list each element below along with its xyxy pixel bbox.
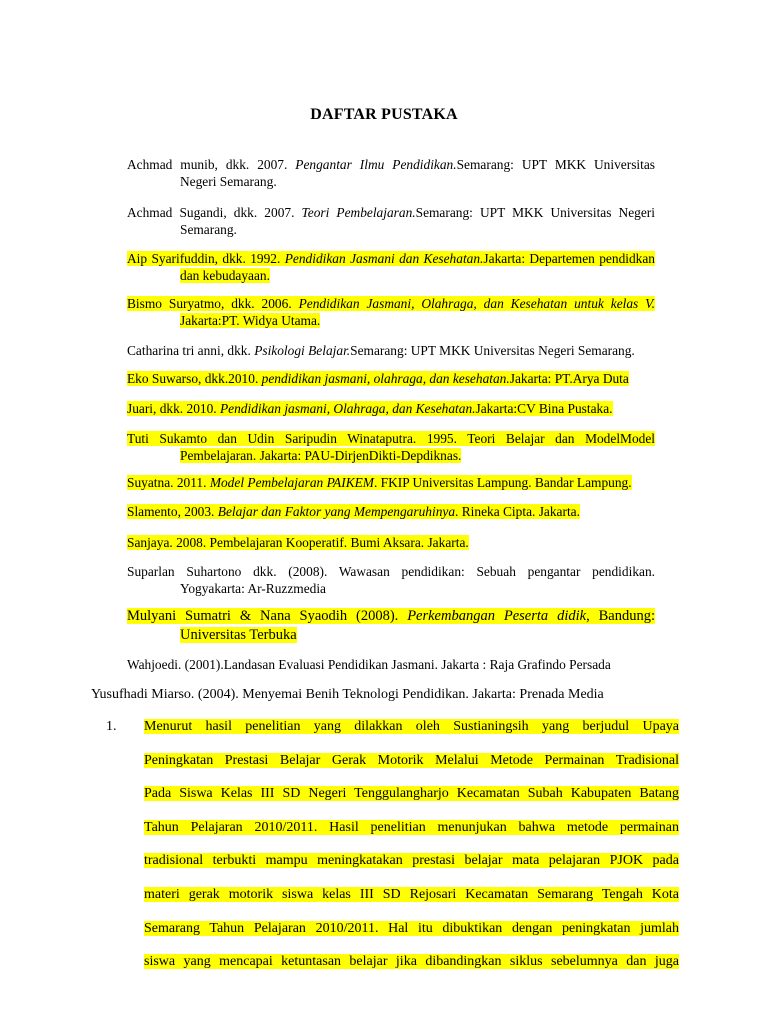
reference-text: Aip Syarifuddin, dkk. 1992. (127, 251, 285, 266)
reference-line (127, 250, 655, 267)
reference-title: Perkembangan Peserta didik (407, 608, 587, 624)
paragraph-text: tradisional terbukti mampu meningkatakan prestasi belajar mata pelajaran PJOK pada (144, 853, 679, 869)
reference-title: Psikologi Belajar. (254, 343, 351, 358)
paragraph (144, 718, 679, 987)
reference-entry (127, 400, 655, 417)
reference-line (127, 474, 655, 491)
reference-entry (127, 156, 655, 190)
reference-entry (127, 656, 655, 673)
reference-text: Semarang: UPT MKK Universitas (456, 157, 656, 172)
reference-text: Achmad Sugandi, dkk. 2007. (127, 205, 302, 220)
reference-text: Catharina tri anni, dkk. (127, 343, 255, 358)
reference-line (127, 607, 655, 626)
reference-text: Sanjaya. 2008. Pembelajaran Kooperatif. Bumi Aksara. Jakarta. (127, 535, 469, 550)
reference-text: Suparlan Suhartono dkk. (2008). Wawasan pendidikan: Sebuah pengantar pendidikan. (127, 564, 655, 579)
reference-text: Suyatna. 2011. (127, 475, 210, 490)
paragraph-line (144, 886, 679, 920)
reference-text: dan kebudayaan. (180, 268, 270, 283)
reference-text: Tuti Sukamto dan Udin Saripudin Winataputra. 1995. Teori Belajar dan ModelModel (127, 431, 655, 446)
reference-text: Universitas Terbuka (180, 627, 297, 643)
reference-text: Jakarta: Departemen pendidkan (483, 251, 656, 266)
reference-line (127, 221, 655, 238)
reference-line (127, 295, 655, 312)
reference-entry (127, 503, 655, 520)
reference-text: Eko Suwarso, dkk.2010. (127, 371, 262, 386)
paragraph-line (144, 718, 679, 752)
reference-entry (127, 295, 655, 329)
paragraph-text: materi gerak motorik siswa kelas III SD Rejosari Kecamatan Semarang Tengah Kota (144, 886, 679, 902)
reference-entry (127, 563, 655, 597)
paragraph-text: Tahun Pelajaran 2010/2011. Hasil penelitian menunjukan bahwa metode permainan (144, 819, 679, 835)
paragraph-text: Peningkatan Prestasi Belajar Gerak Motorik Melalui Metode Permainan Tradisional (144, 752, 679, 768)
reference-line (127, 534, 655, 551)
reference-entry (127, 430, 655, 464)
paragraph-line (144, 752, 679, 786)
reference-entry (127, 474, 655, 491)
reference-entry (127, 250, 655, 284)
paragraph-line (144, 852, 679, 886)
reference-title: Teori Pembelajaran. (301, 205, 416, 220)
reference-line (127, 312, 655, 329)
reference-text: Pembelajaran. Jakarta: PAU-DirjenDikti-Depdiknas. (180, 448, 462, 463)
paragraph-text: siswa yang mencapai ketuntasan belajar jika dibandingkan siklus sebelumnya dan juga (144, 954, 679, 970)
reference-entry (127, 342, 655, 359)
paragraph-text: Semarang Tahun Pelajaran 2010/2011. Hal itu dibuktikan dengan peningkatan jumlah (144, 920, 679, 936)
paragraph-text: Menurut hasil penelitian yang dilakkan oleh Sustianingsih yang berjudul Upaya (144, 719, 679, 734)
list-number: 1. (106, 719, 117, 734)
reference-text: Jakarta:PT. Widya Utama. (180, 313, 321, 328)
reference-title: Model Pembelajaran PAIKEM (209, 475, 374, 490)
reference-entry (127, 534, 655, 551)
reference-line (127, 447, 655, 464)
reference-title: Belajar dan Faktor yang Mempengaruhinya (217, 504, 456, 519)
reference-text: Wahjoedi. (2001).Landasan Evaluasi Pendidikan Jasmani. Jakarta : Raja Grafindo Persada (127, 657, 611, 672)
reference-line (127, 342, 655, 359)
reference-text: Semarang. (180, 222, 237, 237)
reference-title: Pengantar Ilmu Pendidikan. (295, 157, 457, 172)
reference-line (127, 156, 655, 173)
reference-line (127, 370, 655, 387)
reference-text: Jakarta:CV Bina Pustaka. (475, 401, 613, 416)
reference-line (127, 430, 655, 447)
paragraph-line (144, 785, 679, 819)
reference-title: Pendidikan Jasmani, Olahraga, dan Kesehatan untuk kelas V. (298, 296, 655, 311)
reference-text: . Rineka Cipta. Jakarta. (455, 504, 580, 519)
reference-text: Negeri Semarang. (180, 174, 277, 189)
reference-text: Achmad munib, dkk. 2007. (127, 157, 296, 172)
reference-entry (127, 204, 655, 238)
reference-title: pendidikan jasmani, olahraga, dan kesehatan. (261, 371, 510, 386)
reference-text: Mulyani Sumatri & Nana Syaodih (2008). (127, 608, 408, 624)
reference-text: Semarang: UPT MKK Universitas Negeri Semarang. (350, 343, 635, 358)
reference-line (127, 503, 655, 520)
reference-line (127, 173, 655, 190)
reference-text: . FKIP Universitas Lampung. Bandar Lampung. (373, 475, 632, 490)
paragraph-line (144, 920, 679, 954)
reference-line (127, 626, 655, 645)
paragraph-line (144, 819, 679, 853)
paragraph-line (144, 953, 679, 987)
reference-line (127, 204, 655, 221)
reference-line (127, 656, 655, 673)
reference-line (127, 580, 655, 597)
reference-title: Pendidikan Jasmani dan Kesehatan. (284, 251, 484, 266)
reference-entry-wide: Yusufhadi Miarso. (2004). Menyemai Benih Teknologi Pendidikan. Jakarta: Prenada Media (91, 687, 604, 702)
reference-text: Yogyakarta: Ar-Ruzzmedia (180, 581, 327, 596)
paragraph-text: Pada Siswa Kelas III SD Negeri Tenggulangharjo Kecamatan Subah Kabupaten Batang (144, 786, 679, 802)
page-title: DAFTAR PUSTAKA (310, 106, 458, 123)
reference-text: Juari, dkk. 2010. (127, 401, 220, 416)
reference-line (127, 267, 655, 284)
reference-line (127, 563, 655, 580)
reference-text: Semarang: UPT MKK Universitas Negeri (415, 205, 655, 220)
reference-title: Pendidikan jasmani, Olahraga, dan Kesehatan. (219, 401, 476, 416)
reference-text: , Bandung: (586, 608, 655, 624)
reference-entry (127, 607, 655, 645)
reference-text: Jakarta: PT.Arya Duta (509, 371, 629, 386)
reference-text: Slamento, 2003. (127, 504, 218, 519)
reference-line (127, 400, 655, 417)
reference-entry (127, 370, 655, 387)
reference-text: Bismo Suryatmo, dkk. 2006. (127, 296, 299, 311)
